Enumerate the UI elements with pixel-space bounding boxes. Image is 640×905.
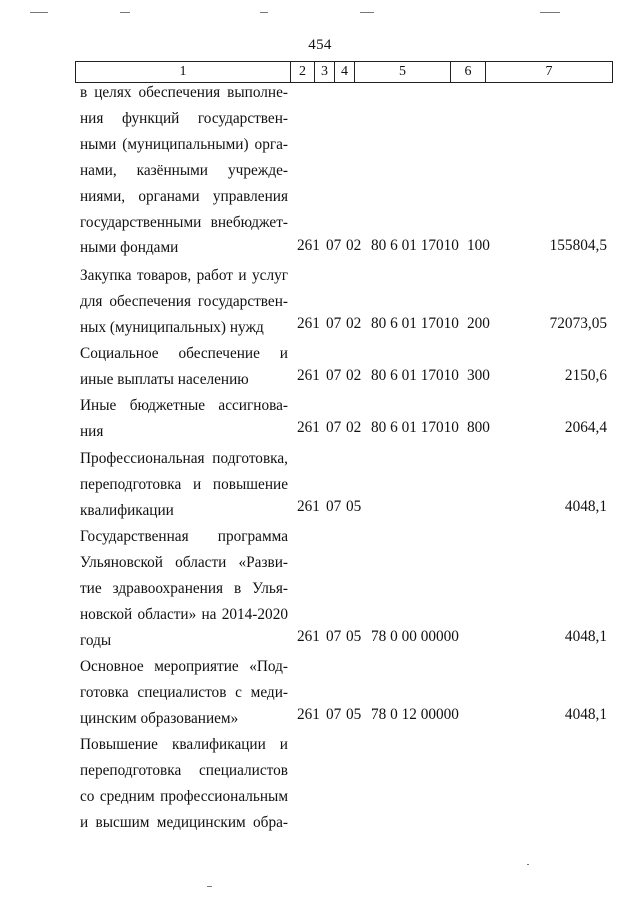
row-sum: 72073,05 [549,315,607,332]
row-sum: 4048,1 [564,706,607,723]
row-csr: 80 6 01 17010 [371,237,459,254]
row-csr: 78 0 00 00000 [371,628,459,645]
row-csr: 80 6 01 17010 [371,315,459,332]
row-description: Основное мероприятие «Под- готовка специалистов с меди- цинским образованием» [80,658,288,727]
row-description: Социальное обеспечение и иные выплаты населению [80,345,288,388]
row-csr: 80 6 01 17010 [371,419,459,436]
row-pr: 02 [346,419,362,436]
row-vr: 800 [467,419,490,436]
row-description: Иные бюджетные ассигнова- ния [80,397,288,440]
header-col-2: 2 [291,62,315,83]
row-description: Повышение квалификации и переподготовка специалистов со средним профессиональным и высшим медицинским обра- [80,736,288,831]
row-sum: 4048,1 [564,628,607,645]
row-ved: 261 [297,315,320,332]
row-description: в целях обеспечения выполне- ния функций государствен- ными (муниципальными) орга- нами, казёнными учрежде- ниями, органами управления государственными внебюджет- ными фондами [80,84,288,257]
row-description: Закупка товаров, работ и услуг для обеспечения государствен- ных (муниципальных) нужд [80,267,288,336]
row-rz: 07 [326,498,342,515]
scan-speck [120,12,130,13]
row-pr: 05 [346,628,362,645]
row-sum: 2064,4 [564,419,607,436]
row-vr: 100 [467,237,490,254]
row-csr: 80 6 01 17010 [371,367,459,384]
row-sum: 4048,1 [564,498,607,515]
row-ved: 261 [297,706,320,723]
scan-speck [30,12,48,13]
row-vr: 300 [467,367,490,384]
scan-speck [207,886,212,887]
row-ved: 261 [297,367,320,384]
row-pr: 05 [346,706,362,723]
header-col-3: 3 [315,62,335,83]
row-description: Государственная программа Ульяновской области «Разви- тие здравоохранения в Улья- новской области» на 2014-2020 годы [80,528,288,649]
header-col-4: 4 [335,62,355,83]
row-rz: 07 [326,706,342,723]
row-rz: 07 [326,237,342,254]
row-ved: 261 [297,419,320,436]
header-col-5: 5 [355,62,451,83]
row-pr: 05 [346,498,362,515]
row-ved: 261 [297,628,320,645]
row-ved: 261 [297,237,320,254]
row-sum: 2150,6 [564,367,607,384]
header-col-1: 1 [76,62,291,83]
row-description: Профессиональная подготовка, переподготовка и повышение квалификации [80,450,288,519]
row-csr: 78 0 12 00000 [371,706,459,723]
scan-speck [540,12,560,13]
row-pr: 02 [346,315,362,332]
scan-speck [260,12,268,13]
scan-speck [360,12,374,13]
row-rz: 07 [326,419,342,436]
scan-speck [527,864,529,865]
row-sum: 155804,5 [549,237,607,254]
header-col-6: 6 [451,62,486,83]
row-pr: 02 [346,237,362,254]
row-ved: 261 [297,498,320,515]
row-pr: 02 [346,367,362,384]
page-number: 454 [308,37,332,53]
row-rz: 07 [326,315,342,332]
row-rz: 07 [326,628,342,645]
row-rz: 07 [326,367,342,384]
header-col-7: 7 [486,62,613,83]
row-vr: 200 [467,315,490,332]
